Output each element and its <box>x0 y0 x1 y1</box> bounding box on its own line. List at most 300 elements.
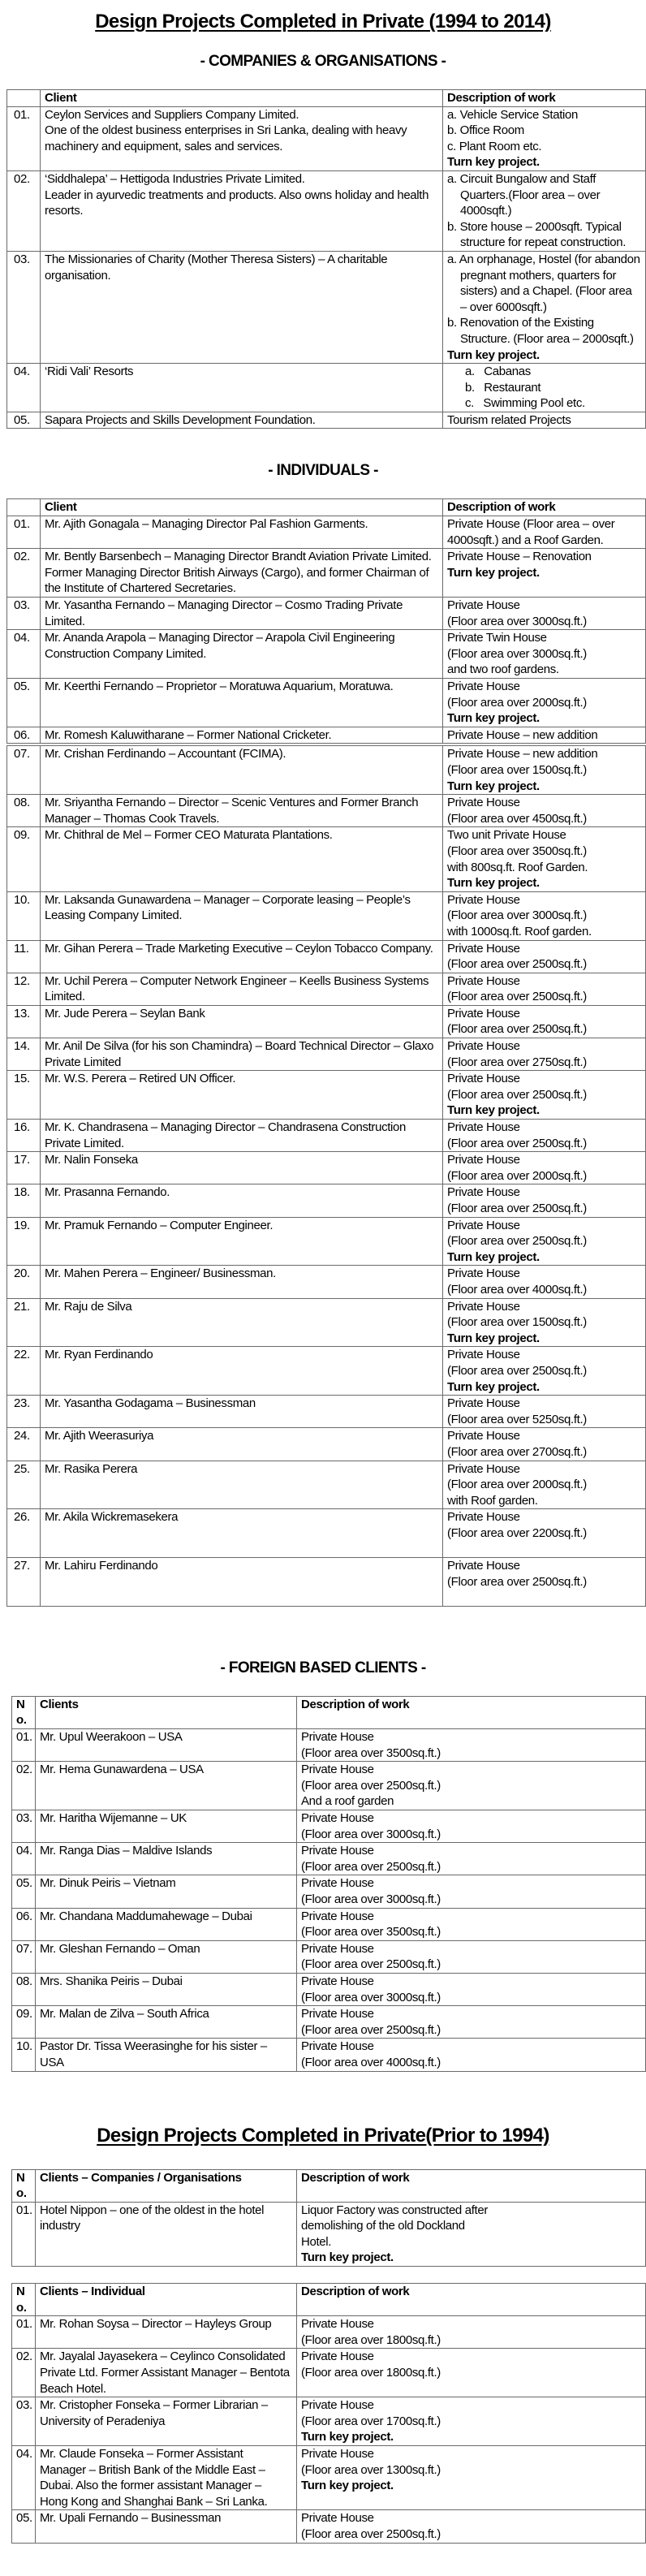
client-cell: Mr. Prasanna Fernando. <box>41 1184 443 1217</box>
description-cell <box>297 2006 646 2039</box>
description-line: c. Swimming Pool etc. <box>465 396 585 411</box>
table-header-row <box>12 2284 646 2316</box>
description-cell <box>443 795 646 827</box>
table-row <box>12 2446 646 2510</box>
description-line: Private House <box>447 1120 520 1135</box>
description-line: (Floor area over 4500sq.ft.) <box>447 811 587 826</box>
description-line: (Floor area over 3000sq.ft.) <box>301 1990 441 2004</box>
description-line: (Floor area over 2500sq.ft.) <box>301 2526 441 2541</box>
description-line: (Floor area over 2500sq.ft.) <box>447 957 587 972</box>
row-number: 22. <box>7 1347 41 1396</box>
turnkey-label: Turn key project. <box>447 347 540 362</box>
description-line: Private House <box>447 892 520 907</box>
turnkey-label: Turn key project. <box>447 779 540 793</box>
table-row <box>7 1266 646 1298</box>
row-number: 05. <box>12 1875 36 1908</box>
table-row <box>7 1347 646 1396</box>
description-line: c. Plant Room etc. <box>447 139 542 153</box>
table-row <box>7 679 646 727</box>
description-line: Private House <box>447 680 520 693</box>
header-no: No. <box>12 2169 36 2202</box>
description-line: Private House <box>447 1218 520 1232</box>
description-line: (Floor area over 1700sq.ft.) <box>301 2414 441 2428</box>
description-cell <box>443 630 646 679</box>
description-cell <box>443 1184 646 1217</box>
turnkey-label: Turn key project. <box>447 1379 540 1394</box>
description-line: Private House <box>447 1559 520 1573</box>
description-line: (Floor area over 3000sq.ft.) <box>301 1892 441 1906</box>
description-line: (Floor area over 2500sq.ft.) <box>447 1022 587 1037</box>
description-line: (Floor area over 1800sq.ft.) <box>301 2366 441 2380</box>
table-row <box>12 1940 646 1973</box>
description-cell <box>297 2202 646 2266</box>
description-line: Private House <box>447 1266 520 1281</box>
client-cell: Mr. Cristopher Fonseka – Former Librarian – University of Peradeniya <box>36 2397 297 2446</box>
description-line: (Floor area over 2500sq.ft.) <box>447 1136 587 1150</box>
client-cell: Mr. Ajith Gonagala – Managing Director Pal Fashion Garments. <box>41 516 443 549</box>
row-number: 05. <box>12 2510 36 2543</box>
client-cell: Mr. Jude Perera – Seylan Bank <box>41 1005 443 1038</box>
description-cell <box>443 1298 646 1347</box>
description-line: with Roof garden. <box>447 1493 538 1508</box>
turnkey-label: Turn key project. <box>301 2250 394 2265</box>
description-line: with 800sq.ft. Roof Garden. <box>447 860 588 874</box>
companies-section-title: - COMPANIES & ORGANISATIONS - <box>200 53 446 70</box>
description-line: (Floor area over 4000sq.ft.) <box>447 1282 587 1297</box>
description-line: (Floor area over 2500sq.ft.) <box>447 1202 587 1215</box>
table-row <box>7 746 646 795</box>
client-cell: Hotel Nippon – one of the oldest in the hotel industry <box>36 2202 297 2266</box>
description-line: Private House <box>447 1153 520 1167</box>
table-row <box>7 1184 646 1217</box>
client-note: Leader in ayurvedic treatments and products. Also owns holiday and health resorts. <box>45 188 429 218</box>
row-number: 03. <box>12 1810 36 1843</box>
client-cell: Mr. W.S. Perera – Retired UN Officer. <box>41 1071 443 1120</box>
client-cell <box>41 170 443 251</box>
client-cell: Mr. Chithral de Mel – Former CEO Maturata Plantations. <box>41 827 443 891</box>
description-cell <box>443 1152 646 1184</box>
turnkey-label: Turn key project. <box>301 2479 394 2493</box>
description-line: Private House <box>301 2398 374 2413</box>
description-cell <box>443 1396 646 1428</box>
table-row <box>7 1558 646 1607</box>
prior-companies-table <box>11 2169 646 2267</box>
client-cell: Mr. Pramuk Fernando – Computer Engineer. <box>41 1217 443 1266</box>
description-line: Private House <box>301 1974 374 1988</box>
table-row <box>12 2397 646 2446</box>
description-line: (Floor area over 2500sq.ft.) <box>447 1574 587 1589</box>
client-name: The Missionaries of Charity (Mother Theresa Sisters) – A charitable organisation. <box>45 252 388 283</box>
row-number: 16. <box>7 1120 41 1152</box>
description-cell <box>297 1973 646 2005</box>
description-line: (Floor area over 2500sq.ft.) <box>301 1778 441 1793</box>
description-line: Private House – Renovation <box>447 550 592 564</box>
table-row <box>7 795 646 827</box>
client-cell <box>41 106 443 170</box>
description-line: Private House <box>301 2349 374 2364</box>
table-row <box>7 1509 646 1558</box>
header-no: No. <box>12 2284 36 2316</box>
table-row <box>12 2039 646 2071</box>
description-line: Private House <box>301 2317 374 2332</box>
table-row <box>7 1217 646 1266</box>
row-number: 01. <box>7 106 41 170</box>
description-line: and two roof gardens. <box>447 662 559 677</box>
description-line: Private House <box>301 2039 374 2054</box>
row-number: 24. <box>7 1428 41 1461</box>
description-line: a. Vehicle Service Station <box>447 107 578 122</box>
row-number: 04. <box>7 364 41 412</box>
table-row <box>7 1396 646 1428</box>
row-number: 03. <box>7 598 41 630</box>
description-cell <box>443 1217 646 1266</box>
header-description: Description of work <box>443 499 646 516</box>
row-number: 25. <box>7 1461 41 1509</box>
client-cell: Mr. Gihan Perera – Trade Marketing Executive – Ceylon Tobacco Company. <box>41 940 443 973</box>
row-number: 01. <box>12 2316 36 2349</box>
description-line: Private House <box>301 2447 374 2461</box>
description-line: (Floor area over 2500sq.ft.) <box>301 1859 441 1874</box>
description-cell <box>297 2349 646 2397</box>
row-number: 09. <box>12 2006 36 2039</box>
header-description: Description of work <box>443 90 646 107</box>
row-number: 04. <box>7 630 41 679</box>
row-number: 06. <box>12 1908 36 1940</box>
row-number: 06. <box>7 727 41 744</box>
table-row <box>12 2349 646 2397</box>
client-cell: Mr. Mahen Perera – Engineer/ Businessman. <box>41 1266 443 1298</box>
description-cell <box>297 1810 646 1843</box>
client-cell: Mr. Ananda Arapola – Managing Director – Arapola Civil Engineering Construction Company Limited. <box>41 630 443 679</box>
companies-table <box>6 89 646 429</box>
client-cell: Mr. Romesh Kaluwitharane – Former National Cricketer. <box>41 727 443 744</box>
table-row <box>7 412 646 429</box>
client-cell: Mr. Ryan Ferdinando <box>41 1347 443 1396</box>
description-line: Private House <box>447 973 520 988</box>
individuals-table <box>6 498 646 744</box>
turnkey-label: Turn key project. <box>447 1249 540 1264</box>
description-line: Private House <box>447 1396 520 1411</box>
row-number: 19. <box>7 1217 41 1266</box>
row-number: 02. <box>7 170 41 251</box>
client-cell: Mr. Crishan Ferdinando – Accountant (FCIMA). <box>41 746 443 795</box>
description-cell <box>297 2397 646 2446</box>
client-cell <box>41 364 443 412</box>
description-line: (Floor area over 2500sq.ft.) <box>447 1087 587 1102</box>
description-line: Private House <box>301 1941 374 1956</box>
table-row <box>7 1120 646 1152</box>
row-number: 01. <box>12 2202 36 2266</box>
description-cell <box>443 412 646 429</box>
description-cell <box>297 2316 646 2349</box>
description-line: Private House <box>447 1510 520 1525</box>
description-cell <box>443 727 646 744</box>
description-line: (Floor area over 2500sq.ft.) <box>447 990 587 1004</box>
description-line: Private House <box>301 2007 374 2022</box>
client-name: Sapara Projects and Skills Development Foundation. <box>45 412 316 427</box>
description-line: Private House <box>447 1299 520 1314</box>
description-cell <box>443 1071 646 1120</box>
row-number: 08. <box>12 1973 36 2005</box>
table-row <box>7 973 646 1005</box>
header-client: Clients <box>36 1696 297 1728</box>
description-cell <box>443 516 646 549</box>
table-row <box>12 2510 646 2543</box>
description-cell <box>297 1875 646 1908</box>
client-cell: Mr. Keerthi Fernando – Proprietor – Moratuwa Aquarium, Moratuwa. <box>41 679 443 727</box>
client-cell: Pastor Dr. Tissa Weerasinghe for his sister – USA <box>36 2039 297 2071</box>
row-number: 04. <box>12 1843 36 1875</box>
description-line: (Floor area over 3500sq.ft.) <box>301 1745 441 1760</box>
client-cell: Mr. Ajith Weerasuriya <box>41 1428 443 1461</box>
individuals-section-title: - INDIVIDUALS - <box>268 462 378 480</box>
row-number: 01. <box>7 516 41 549</box>
client-cell: Mr. Hema Gunawardena – USA <box>36 1762 297 1810</box>
description-cell <box>443 679 646 727</box>
row-number: 03. <box>7 251 41 363</box>
description-line: Private House <box>301 2511 374 2526</box>
table-row <box>7 1038 646 1071</box>
client-cell: Mr. Malan de Zilva – South Africa <box>36 2006 297 2039</box>
turnkey-label: Turn key project. <box>447 1103 540 1118</box>
row-number: 12. <box>7 973 41 1005</box>
description-line: (Floor area over 2500sq.ft.) <box>447 1234 587 1249</box>
description-line: (Floor area over 2000sq.ft.) <box>447 1168 587 1183</box>
table-row <box>7 1428 646 1461</box>
description-line: a. An orphanage, Hostel (for abandon pregnant mothers, quarters for sisters) and a Chapel. (Floor area – over 6000sqft.) <box>447 252 640 314</box>
row-number: 26. <box>7 1509 41 1558</box>
client-cell: Mr. Rohan Soysa – Director – Hayleys Group <box>36 2316 297 2349</box>
description-line: Liquor Factory was constructed after demolishing of the old Dockland Hotel. <box>301 2203 489 2249</box>
individuals-table-continued <box>6 745 646 1606</box>
turnkey-label: Turn key project. <box>447 565 540 580</box>
description-line: (Floor area over 3500sq.ft.) <box>301 1925 441 1940</box>
client-cell <box>41 412 443 429</box>
client-cell: Mr. Chandana Maddumahewage – Dubai <box>36 1908 297 1940</box>
table-row <box>7 1461 646 1509</box>
description-line: Private House <box>447 1461 520 1476</box>
description-line: Private Twin House <box>447 631 547 645</box>
table-row <box>12 1810 646 1843</box>
table-row <box>7 1071 646 1120</box>
client-cell: Mrs. Shanika Peiris – Dubai <box>36 1973 297 2005</box>
row-number: 03. <box>12 2397 36 2446</box>
description-line: Private House <box>447 1348 520 1362</box>
row-number: 07. <box>7 746 41 795</box>
row-number: 08. <box>7 795 41 827</box>
table-row <box>12 1973 646 2005</box>
client-cell: Mr. Yasantha Fernando – Managing Director – Cosmo Trading Private Limited. <box>41 598 443 630</box>
table-row <box>7 630 646 679</box>
description-cell <box>297 1762 646 1810</box>
client-cell: Mr. Ranga Dias – Maldive Islands <box>36 1843 297 1875</box>
description-line: Private House <box>301 1763 374 1777</box>
description-line: a. Cabanas <box>465 365 531 379</box>
description-line: Private House <box>447 796 520 810</box>
table-row <box>12 2316 646 2349</box>
client-cell: Mr. Nalin Fonseka <box>41 1152 443 1184</box>
table-row <box>7 1005 646 1038</box>
description-line: (Floor area over 5250sq.ft.) <box>447 1412 587 1426</box>
description-cell <box>443 1347 646 1396</box>
description-cell <box>443 1038 646 1071</box>
row-number: 15. <box>7 1071 41 1120</box>
description-cell <box>443 1266 646 1298</box>
client-name: ‘Siddhalepa’ – Hettigoda Industries Private Limited. <box>45 171 305 186</box>
row-number: 18. <box>7 1184 41 1217</box>
client-cell: Mr. Gleshan Fernando – Oman <box>36 1940 297 1973</box>
description-line: Private House <box>301 1844 374 1858</box>
description-cell <box>297 2446 646 2510</box>
client-cell: Mr. Upul Weerakoon – USA <box>36 1729 297 1762</box>
client-cell: Mr. Claude Fonseka – Former Assistant Manager – British Bank of the Middle East – Dubai. Also the former assistant Manager – Hong Kong and Shanghai Bank – Sri Lanka. <box>36 2446 297 2510</box>
description-cell <box>443 170 646 251</box>
table-row <box>7 251 646 363</box>
turnkey-label: Turn key project. <box>301 2430 394 2444</box>
description-cell <box>443 940 646 973</box>
header-client: Client <box>41 499 443 516</box>
row-number: 10. <box>12 2039 36 2071</box>
description-line: (Floor area over 3000sq.ft.) <box>301 1827 441 1841</box>
row-number: 27. <box>7 1558 41 1607</box>
turnkey-label: Turn key project. <box>447 1331 540 1345</box>
table-row <box>7 827 646 891</box>
client-cell: Mr. Laksanda Gunawardena – Manager – Corporate leasing – People’s Leasing Company Limited. <box>41 891 443 940</box>
row-number: 23. <box>7 1396 41 1428</box>
header-description: Description of work <box>297 2169 646 2202</box>
row-number: 07. <box>12 1940 36 1973</box>
table-header-row <box>12 2169 646 2202</box>
row-number: 20. <box>7 1266 41 1298</box>
description-line: (Floor area over 2700sq.ft.) <box>447 1444 587 1459</box>
prior-page-title: Design Projects Completed in Private(Prior to 1994) <box>97 2124 549 2147</box>
client-cell: Mr. Jayalal Jayasekera – Ceylinco Consolidated Private Ltd. Former Assistant Manager – Bentota Beach Hotel. <box>36 2349 297 2397</box>
description-line: Private House <box>447 941 520 956</box>
description-line: (Floor area over 2000sq.ft.) <box>447 1478 587 1492</box>
description-line: Private House <box>447 1185 520 1200</box>
table-row <box>7 598 646 630</box>
table-row <box>12 2202 646 2266</box>
description-line: (Floor area over 2000sq.ft.) <box>447 695 587 710</box>
table-row <box>12 1729 646 1762</box>
description-line: a. Circuit Bungalow and Staff Quarters.(Floor area – over 4000sqft.) <box>447 171 601 218</box>
table-row <box>12 1875 646 1908</box>
header-description: Description of work <box>297 1696 646 1728</box>
client-cell: Mr. Anil De Silva (for his son Chamindra) – Board Technical Director – Glaxo Private Limited <box>41 1038 443 1071</box>
row-number: 14. <box>7 1038 41 1071</box>
table-row <box>7 516 646 549</box>
client-cell: Mr. Bently Barsenbech – Managing Director Brandt Aviation Private Limited. Former Managing Director British Airways (Cargo), and former Chairman of the Institute of Chartered Secretaries. <box>41 549 443 598</box>
description-line: Tourism related Projects <box>447 412 571 427</box>
row-number: 17. <box>7 1152 41 1184</box>
client-note: One of the oldest business enterprises in Sri Lanka, dealing with heavy machinery and equipment, sales and services. <box>45 123 407 153</box>
description-line: Private House <box>301 1730 374 1745</box>
header-client: Clients – Companies / Organisations <box>36 2169 297 2202</box>
table-row <box>12 1762 646 1810</box>
table-row <box>7 727 646 744</box>
client-cell: Mr. Sriyantha Fernando – Director – Scenic Ventures and Former Branch Manager – Thomas Cook Travels. <box>41 795 443 827</box>
description-cell <box>443 598 646 630</box>
row-number: 02. <box>12 2349 36 2397</box>
table-row <box>12 2006 646 2039</box>
client-cell: Mr. Yasantha Godagama – Businessman <box>41 1396 443 1428</box>
description-line: Two unit Private House <box>447 828 566 843</box>
description-line: (Floor area over 3000sq.ft.) <box>447 646 587 661</box>
table-row <box>7 549 646 598</box>
turnkey-label: Turn key project. <box>447 155 540 170</box>
description-cell <box>297 2510 646 2543</box>
row-number: 05. <box>7 679 41 727</box>
description-line: Private House <box>301 1909 374 1923</box>
description-line: (Floor area over 2200sq.ft.) <box>447 1525 587 1540</box>
description-line: Private House (Floor area – over 4000sqft.) and a Roof Garden. <box>447 517 615 547</box>
client-cell: Mr. Uchil Perera – Computer Network Engineer – Keells Business Systems Limited. <box>41 973 443 1005</box>
description-line: (Floor area over 4000sq.ft.) <box>301 2055 441 2069</box>
description-line: (Floor area over 1800sq.ft.) <box>301 2332 441 2347</box>
client-name: ‘Ridi Vali’ Resorts <box>45 365 134 379</box>
row-number: 05. <box>7 412 41 429</box>
description-cell <box>443 251 646 363</box>
row-number: 04. <box>12 2446 36 2510</box>
prior-individuals-table <box>11 2283 646 2544</box>
header-client: Clients – Individual <box>36 2284 297 2316</box>
client-cell <box>41 251 443 363</box>
description-cell <box>443 549 646 598</box>
description-line: with 1000sq.ft. Roof garden. <box>447 924 592 938</box>
description-cell <box>297 1908 646 1940</box>
table-row <box>7 170 646 251</box>
description-line: Private House – new addition <box>447 727 598 742</box>
description-line: Private House <box>447 1072 520 1086</box>
blank-line-spacer <box>447 1590 641 1606</box>
client-cell: Mr. Dinuk Peiris – Vietnam <box>36 1875 297 1908</box>
blank-line-spacer <box>447 1541 641 1557</box>
row-number: 13. <box>7 1005 41 1038</box>
table-row <box>12 1843 646 1875</box>
description-line: (Floor area over 1500sq.ft.) <box>447 762 587 777</box>
header-no <box>7 499 41 516</box>
description-line: (Floor area over 1500sq.ft.) <box>447 1315 587 1330</box>
row-number: 11. <box>7 940 41 973</box>
description-cell <box>443 106 646 170</box>
header-description: Description of work <box>297 2284 646 2316</box>
description-cell <box>443 891 646 940</box>
description-cell <box>443 746 646 795</box>
description-line: b. Store house – 2000sqft. Typical structure for repeat construction. <box>447 219 627 250</box>
client-cell: Mr. Haritha Wijemanne – UK <box>36 1810 297 1843</box>
description-line: (Floor area over 2500sq.ft.) <box>447 1363 587 1378</box>
row-number: 21. <box>7 1298 41 1347</box>
description-cell <box>443 364 646 412</box>
description-line: (Floor area over 3000sq.ft.) <box>447 614 587 628</box>
turnkey-label: Turn key project. <box>447 711 540 726</box>
description-line: (Floor area over 3500sq.ft.) <box>447 844 587 858</box>
description-line: Private House <box>301 1876 374 1891</box>
description-line: b. Restaurant <box>465 380 541 395</box>
description-line: Private House – new addition <box>447 747 598 762</box>
description-line: Private House <box>447 1039 520 1054</box>
header-client: Client <box>41 90 443 107</box>
row-number: 10. <box>7 891 41 940</box>
page-title: Design Projects Completed in Private (1994 to 2014) <box>95 11 551 32</box>
row-number: 02. <box>12 1762 36 1810</box>
table-row <box>7 364 646 412</box>
foreign-clients-table <box>11 1696 646 2072</box>
description-cell <box>297 2039 646 2071</box>
description-line: Private House <box>447 1006 520 1020</box>
description-line: (Floor area over 2500sq.ft.) <box>301 2022 441 2037</box>
description-cell <box>443 1461 646 1509</box>
